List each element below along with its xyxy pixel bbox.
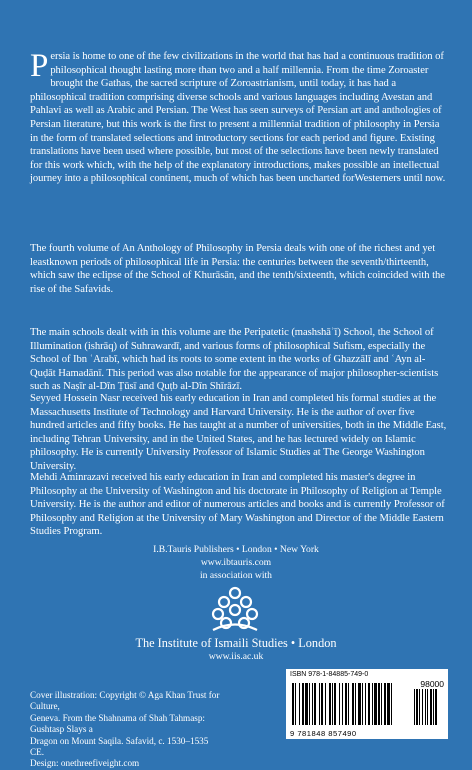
isbn-label: ISBN 978-1-84885-749-0 [290,671,369,678]
barcode-bar [345,683,347,725]
price-code: 98000 [420,679,444,689]
schools-text: The main schools dealt with in this volume are the Peripatetic (mashshāʾī) School, the School of Illumination (ishrāq) of Suhrawardī, and various forms of philosophical Sufism, especially the School of Ibn ʿArabī, which had its roots to some extent in the works of Ghazzālī and ʿAyn al-Quḍāt Hamadānī. This period was also notable for the appearance of major philosopher-scientists such as Naṣīr al-Dīn Ṭūsī and Quṭb al-Dīn Shīrāzī. [30,327,439,393]
barcode-addon-bar [435,689,437,725]
volume-description-text: The fourth volume of An Anthology of Philosophy in Persia deals with one of the richest and yet leastknown periods of philosophical life in Persia: the centuries between the seventh/thirteenth, which saw the eclipse of the School of Khurāsān, and the tenth/sixteenth, which coincided with the rise of the Safavids. [30,243,445,295]
barcode-bar [358,683,361,725]
author-aminrazavi-bio [30,471,448,539]
barcode-bar [319,683,320,725]
cover-credits [30,690,220,770]
publisher-block [0,543,472,582]
volume-description-paragraph [30,242,448,296]
author-nasr-bio [30,392,448,474]
barcode-bar [314,683,316,725]
barcode-bar [325,683,326,725]
barcode-bar [305,683,308,725]
barcode-bar [299,683,300,725]
association-text: in association with [200,570,272,581]
barcode-digits: 9 781848 857490 [290,729,357,738]
barcode-addon-bar [419,689,420,725]
barcode-bar [321,683,323,725]
publisher-name: I.B.Tauris Publishers • London • New York [153,544,319,555]
author-aminrazavi-bio-text: Mehdi Aminrazavi received his early education in Iran and completed his master's degree in Philosophy at the University of Washington and his doctorate in Philosophy of Religion at Temple University. He is the author and editor of numerous articles and books and is currently Professor of Philosophy and Religion at the University of Mary Washington and Director of the Middle Eastern Studies Program. [30,472,445,538]
intro-paragraph-text: ersia is home to one of the few civilizations in the world that has had a continuous tradition of philosophical thought lasting more than two and a half millennia. From the time Zoroaster brought the Gathas, the sacred scripture of Zoroastrianism, until today, it has had a philosophical tradition comprising diverse schools and various languages including Avestan and Pahlavi as well as Arabic and Persian. The West has seen surveys of Persian art and anthologies of Persian literature, but this work is the first to present a millennial tradition of philosophy in Persia in the form of translated selections and introductory sections for each period and figure. Existing translations have been used where possible, but most of the selections have been newly translated for this work which, with the help of the explanatory introductions, makes possible an intellectual journey into a philosophical continent, much of which has been uncharted forWesterners until now. [30,51,446,185]
barcode-addon-bar [422,689,423,725]
barcode-bar [348,683,349,725]
barcode-bar [362,683,363,725]
credit-line-1: Cover illustration: Copyright © Aga Khan Trust for Culture, [30,690,220,712]
credit-line-4: Design: onethreefiveight.com [30,758,140,769]
barcode-addon-bar [433,689,434,725]
barcode-box [286,669,448,739]
publisher-url: www.ibtauris.com [200,557,272,568]
barcode-addon-bar [427,689,428,725]
barcode-icon [290,683,444,729]
barcode-bar [302,683,304,725]
barcode-bar [334,683,336,725]
barcode-bar [378,683,380,725]
schools-paragraph [30,326,448,394]
barcode-bar [384,683,386,725]
institute-url: www.iis.ac.uk [208,651,264,662]
barcode-bar [342,683,343,725]
barcode-bar [312,683,313,725]
barcode-bar [387,683,390,725]
barcode-bar [309,683,310,725]
barcode-addon-bar [416,689,418,725]
barcode-bar [368,683,370,725]
credit-line-3: Dragon on Mount Saqila. Safavid, c. 1530–1535 CE. [30,735,209,758]
barcode-bar [372,683,373,725]
barcode-bar [339,683,340,725]
intro-paragraph [30,50,448,186]
institute-name: The Institute of Ismaili Studies • London [135,636,337,650]
barcode-bar [329,683,331,725]
barcode-bar [381,683,382,725]
barcode-bar [352,683,354,725]
barcode-bar [355,683,356,725]
author-nasr-bio-text: Seyyed Hossein Nasr received his early education in Iran and completed his formal studies at the Massachusetts Institute of Technology and Harvard University. He is the author of over five hundred articles and fifty books. He has taught at a number of universities, both in the Middle East, including Tehran University, and in the United States, and he has lectured widely on Islamic philosophy. He is currently University Professor of Islamic Studies at The George Washington University. [30,393,447,472]
drop-cap: P [30,48,49,84]
barcode-addon-bar [430,689,432,725]
barcode-bar [292,683,294,725]
barcode-addon-bar [414,689,415,725]
institute-logo-icon [210,585,260,633]
barcode-bar [295,683,296,725]
barcode-bar [374,683,377,725]
barcode-bar [332,683,333,725]
barcode-bar [391,683,392,725]
credit-line-2: Geneva. From the Shahnama of Shah Tahmasp: Gushtasp Slays a [30,712,205,735]
barcode-addon-bar [425,689,426,725]
barcode-bar [365,683,366,725]
